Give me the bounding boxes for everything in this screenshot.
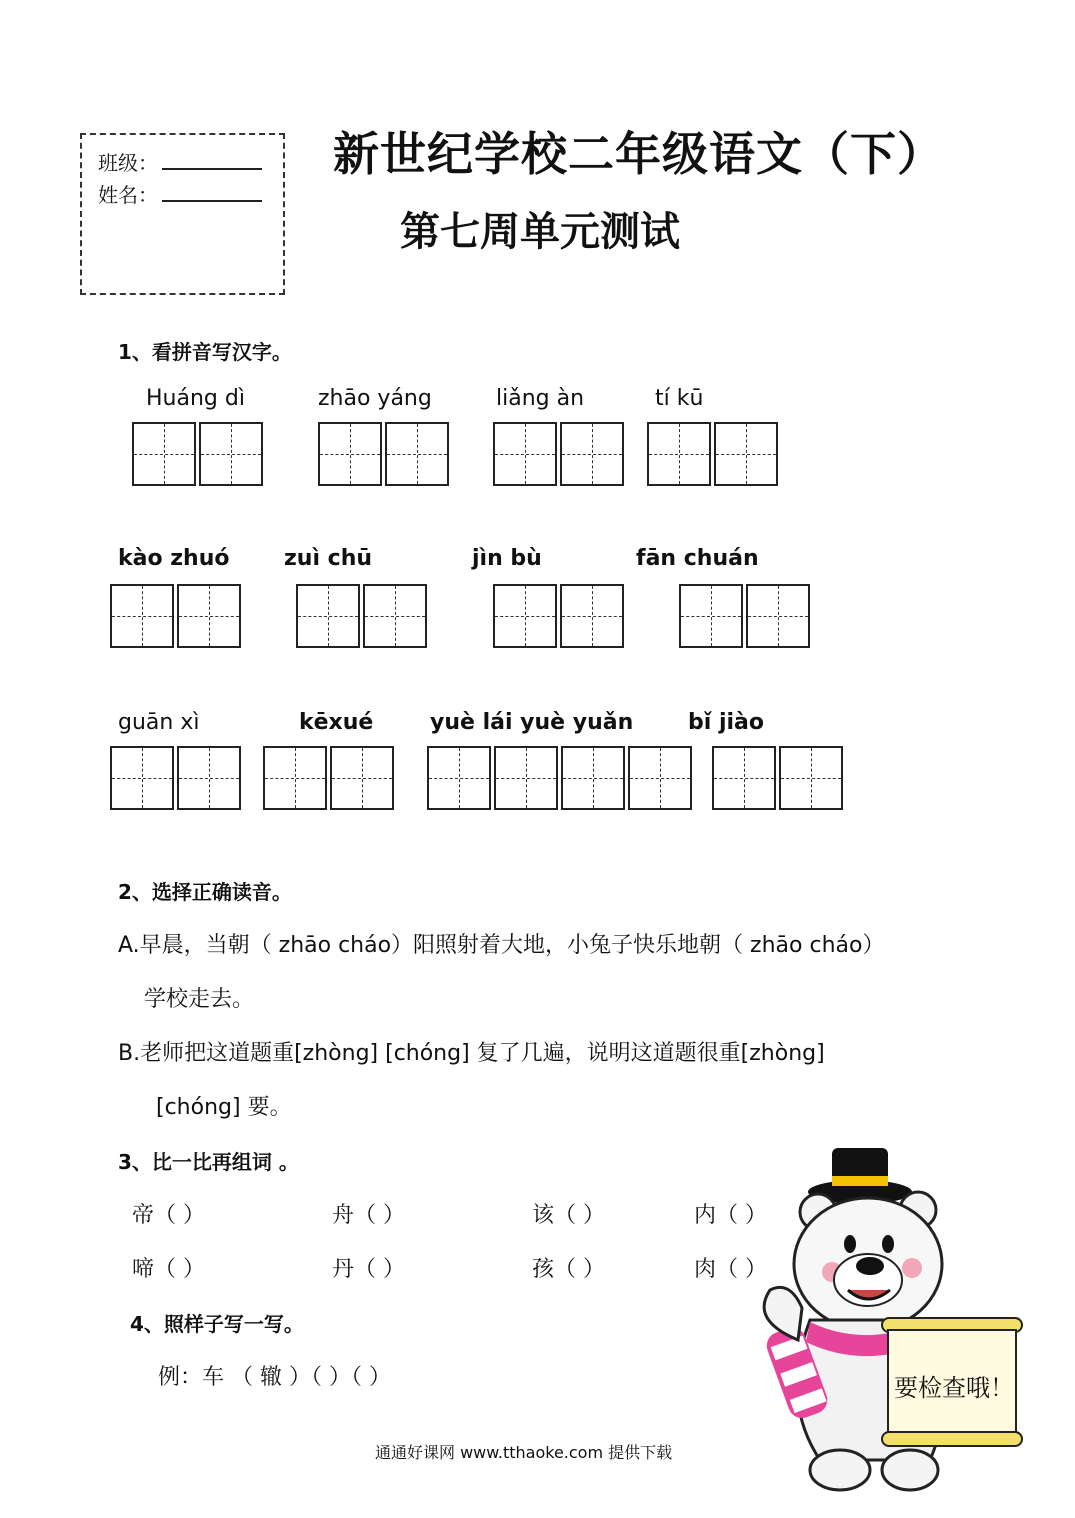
writing-cell[interactable] <box>560 422 624 486</box>
writing-grid <box>263 746 397 810</box>
writing-grid <box>318 422 452 486</box>
pinyin-label: Huáng dì <box>146 386 245 411</box>
writing-grid <box>296 584 430 648</box>
footer-source: 通通好课网 www.tthaoke.com 提供下载 <box>375 1443 673 1462</box>
writing-cell[interactable] <box>779 746 843 810</box>
writing-grid <box>493 584 627 648</box>
writing-cell[interactable] <box>363 584 427 648</box>
writing-cell[interactable] <box>177 584 241 648</box>
word-pair-item: 该（ ） <box>532 1203 605 1228</box>
word-pair-item: 舟（ ） <box>332 1203 405 1228</box>
writing-grid <box>110 746 244 810</box>
question-a-line1: A.早晨，当朝（ zhāo cháo）阳照射着大地，小兔子快乐地朝（ zhāo cháo） <box>118 933 885 958</box>
writing-cell[interactable] <box>746 584 810 648</box>
writing-cell[interactable] <box>110 584 174 648</box>
section2-heading: 2、选择正确读音。 <box>118 880 292 904</box>
writing-grid <box>132 422 266 486</box>
writing-grid <box>712 746 846 810</box>
writing-cell[interactable] <box>628 746 692 810</box>
pinyin-label: jìn bù <box>472 546 542 571</box>
bear-icon <box>740 1140 1040 1510</box>
pinyin-label: kào zhuó <box>118 546 230 571</box>
writing-cell[interactable] <box>714 422 778 486</box>
writing-cell[interactable] <box>132 422 196 486</box>
writing-grid <box>679 584 813 648</box>
pinyin-label: fān chuán <box>636 546 759 571</box>
writing-cell[interactable] <box>263 746 327 810</box>
writing-grid <box>647 422 781 486</box>
name-blank[interactable] <box>162 184 262 202</box>
pinyin-label: tí kū <box>655 386 704 411</box>
writing-cell[interactable] <box>494 746 558 810</box>
scroll-text: 要检查哦！ <box>894 1374 1014 1402</box>
section1-heading: 1、看拼音写汉字。 <box>118 340 292 364</box>
pinyin-label: yuè lái yuè yuǎn <box>430 710 634 735</box>
word-pair-item: 孩（ ） <box>532 1257 605 1282</box>
polar-bear-illustration <box>740 1140 1040 1510</box>
section4-heading: 4、照样子写一写。 <box>130 1312 304 1336</box>
writing-cell[interactable] <box>330 746 394 810</box>
writing-cell[interactable] <box>712 746 776 810</box>
word-pair-item: 丹（ ） <box>332 1257 405 1282</box>
writing-cell[interactable] <box>110 746 174 810</box>
pinyin-label: kēxué <box>299 710 374 735</box>
student-info-box <box>80 133 285 295</box>
word-pair-item: 肉（ ） <box>694 1257 767 1282</box>
writing-cell[interactable] <box>385 422 449 486</box>
writing-cell[interactable] <box>318 422 382 486</box>
question-b-line1: B.老师把这道题重[zhòng] [chóng] 复了几遍，说明这道题很重[zhòng] <box>118 1041 825 1066</box>
pinyin-label: liǎng àn <box>496 386 585 411</box>
pinyin-label: guān xì <box>118 710 200 735</box>
section3-heading: 3、比一比再组词 。 <box>118 1150 299 1174</box>
writing-grid <box>493 422 627 486</box>
writing-cell[interactable] <box>199 422 263 486</box>
pinyin-label: zuì chū <box>284 546 373 571</box>
word-pair-item: 帝（ ） <box>132 1203 205 1228</box>
writing-grid <box>110 584 244 648</box>
pinyin-label: zhāo yáng <box>318 386 432 411</box>
word-pair-item: 内（ ） <box>694 1203 767 1228</box>
writing-cell[interactable] <box>493 422 557 486</box>
question-b-line2: [chóng] 要。 <box>156 1095 292 1120</box>
writing-cell[interactable] <box>493 584 557 648</box>
writing-grid <box>427 746 695 810</box>
writing-cell[interactable] <box>561 746 625 810</box>
example-line: 例：车 （ 辙 ）（ ）（ ） <box>158 1365 391 1390</box>
page-title: 新世纪学校二年级语文（下） <box>333 127 944 181</box>
page-subtitle: 第七周单元测试 <box>400 208 680 255</box>
pinyin-label: bǐ jiào <box>688 710 764 735</box>
writing-cell[interactable] <box>177 746 241 810</box>
name-row <box>98 179 262 208</box>
word-pair-item: 啼（ ） <box>132 1257 205 1282</box>
class-row <box>98 147 262 176</box>
writing-cell[interactable] <box>560 584 624 648</box>
writing-cell[interactable] <box>647 422 711 486</box>
name-label: 姓名： <box>98 183 158 207</box>
class-blank[interactable] <box>162 152 262 170</box>
writing-cell[interactable] <box>427 746 491 810</box>
class-label: 班级： <box>98 151 158 175</box>
writing-cell[interactable] <box>679 584 743 648</box>
question-a-line2: 学校走去。 <box>144 987 255 1012</box>
writing-cell[interactable] <box>296 584 360 648</box>
